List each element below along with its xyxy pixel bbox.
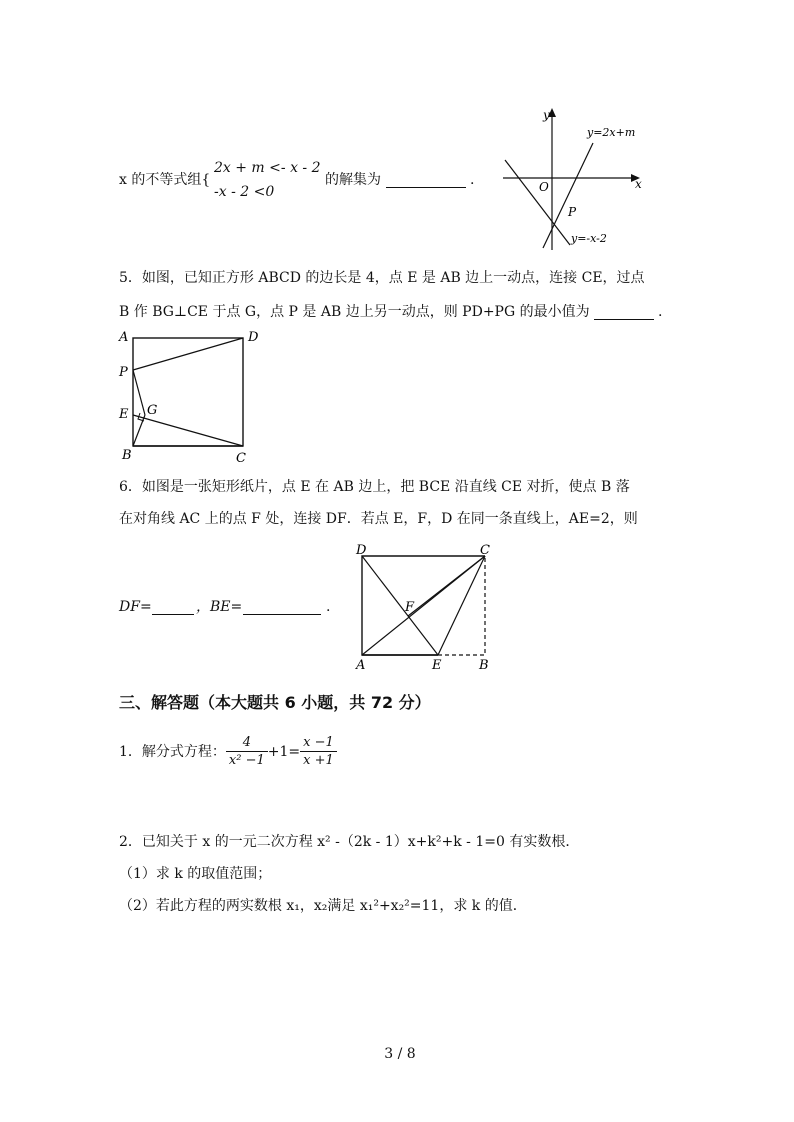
q6-line-2: 在对角线 AC 上的点 F 处，连接 DF．若点 E，F，D 在同一条直线上，AE=2，则 (119, 511, 638, 527)
q5-line-2: B 作 BG⊥CE 于点 G，点 P 是 AB 边上另一动点，则 PD+PG 的最小值为 (119, 304, 590, 320)
s1-frac2-den: x +1 (300, 751, 337, 769)
q6-be-blank (243, 600, 321, 615)
q4-y-label: y (543, 108, 550, 122)
q5-segment-pg (133, 370, 145, 415)
q6-figure (348, 537, 503, 672)
q5-label-b: B (122, 448, 132, 463)
s1-equation (119, 734, 337, 769)
q5-segment-ec (133, 415, 243, 446)
section-3-title: 三、解答题（本大题共 6 小题，共 72 分） (119, 693, 431, 712)
q5-figure (115, 325, 265, 465)
q6-segment-de (362, 556, 438, 655)
q5-label-c: C (236, 451, 246, 465)
s2-line-2: （1）求 k 的取值范围； (119, 866, 272, 882)
q4-origin-label: O (539, 180, 549, 194)
q6-label-e: E (432, 658, 442, 672)
s1-frac1-den: x² −1 (226, 751, 268, 769)
q4-suffix-text: 的解集为 (325, 172, 381, 188)
s1-label: 1．解分式方程： (119, 743, 226, 760)
q5-label-g: G (147, 403, 158, 418)
q4-inequality-1: 2x + m <- x - 2 (214, 160, 321, 176)
s1-frac1-num: 4 (242, 735, 251, 750)
q6-label-f: F (405, 600, 415, 615)
s1-fraction-2 (300, 734, 337, 769)
q4-inequality-2: -x - 2 <0 (214, 184, 275, 200)
q5-label-a: A (119, 330, 129, 345)
page-number: 3 / 8 (384, 1046, 416, 1062)
q4-line2-label: y=-x-2 (571, 232, 607, 245)
q5-line-1: 5．如图，已知正方形 ABCD 的边长是 4，点 E 是 AB 边上一动点，连接 CE，过点 (119, 270, 645, 286)
q6-segment-ec (438, 556, 485, 655)
q6-be-label: ，BE= (196, 599, 243, 615)
q4-x-label: x (635, 177, 642, 191)
s2-line-3: （2）若此方程的两实数根 x₁，x₂满足 x₁²+x₂²=11，求 k 的值． (119, 898, 527, 914)
q4-point-p-label: P (568, 205, 577, 219)
q5-label-p: P (119, 365, 128, 380)
q6-line-1: 6．如图是一张矩形纸片，点 E 在 AB 边上，把 BCE 沿直线 CE 对折，使点 B 落 (119, 479, 630, 495)
q6-df-label: DF= (119, 599, 152, 615)
s2-line-1: 2．已知关于 x 的一元二次方程 x² -（2k - 1）x+k²+k - 1=0 有实数根． (119, 834, 580, 850)
q4-prefix-text: x 的不等式组{ (119, 172, 211, 188)
q6-label-d: D (356, 543, 367, 558)
q6-df-blank (152, 600, 194, 615)
q4-line-neg (505, 160, 570, 245)
s1-frac2-num: x −1 (303, 735, 334, 750)
q5-answer-blank (594, 305, 654, 320)
q5-label-e: E (119, 407, 129, 422)
q6-label-b: B (479, 658, 489, 672)
q6-label-a: A (356, 658, 366, 672)
q6-end-punct: . (326, 599, 331, 615)
q5-end-punct: . (658, 304, 663, 320)
q6-label-c: C (480, 543, 490, 558)
q6-segment-fc (408, 556, 485, 616)
q4-end-punct: . (470, 172, 475, 188)
q4-answer-blank (386, 173, 466, 188)
s1-fraction-1 (226, 734, 268, 769)
q5-label-d: D (248, 330, 259, 345)
s1-plus: +1= (267, 743, 301, 760)
q4-line1-label: y=2x+m (587, 126, 636, 139)
q5-segment-pd (133, 338, 243, 370)
q4-graph (495, 105, 655, 255)
